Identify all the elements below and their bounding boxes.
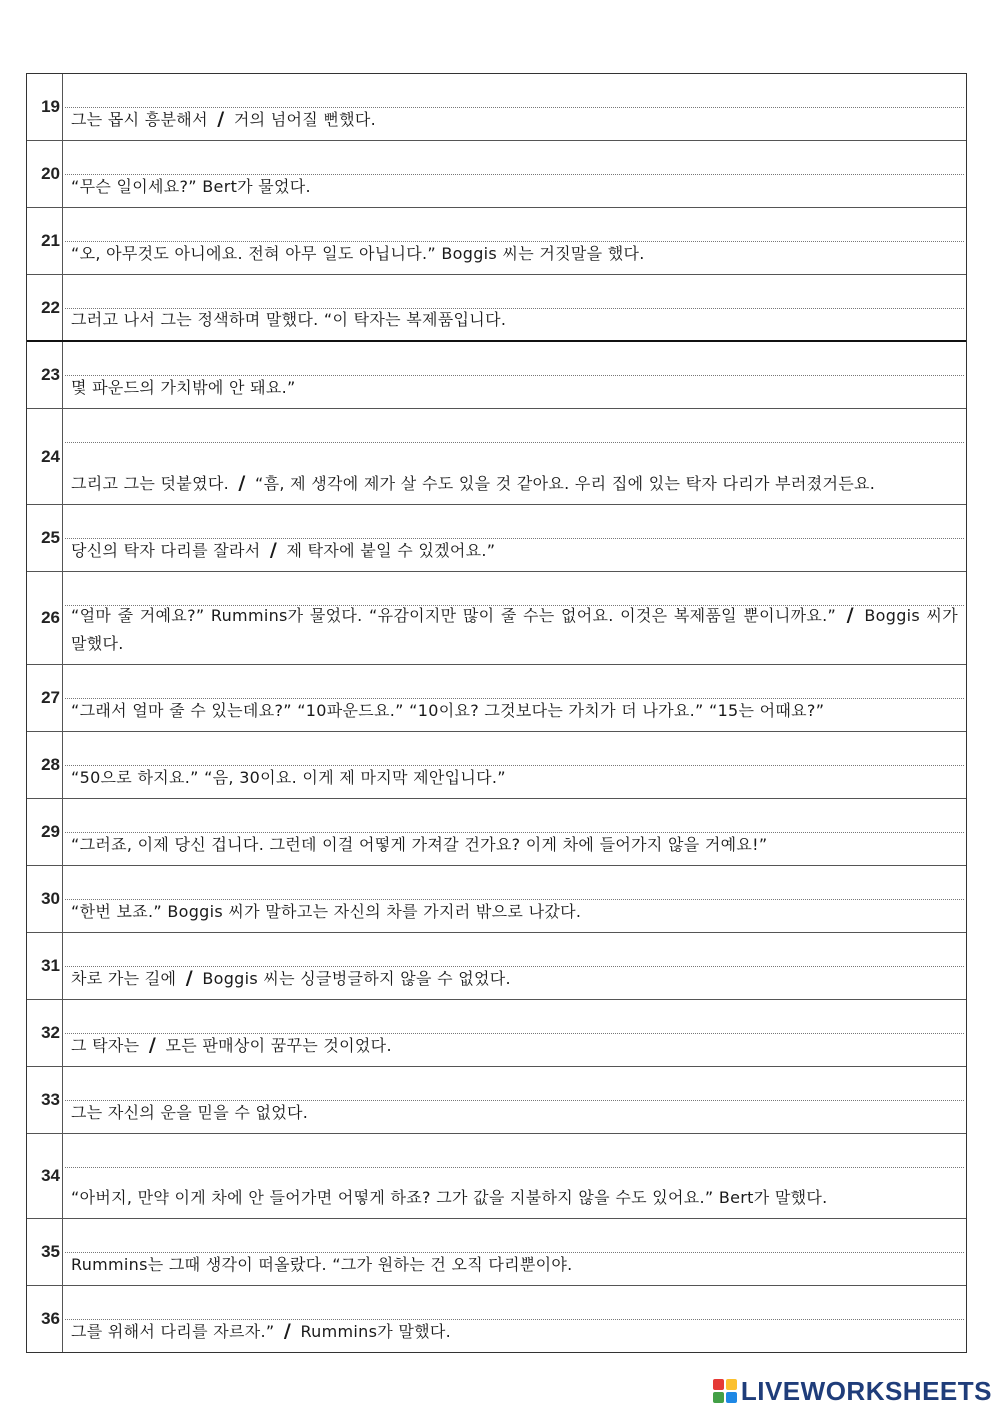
logo-square	[726, 1379, 737, 1390]
row-content	[63, 1134, 966, 1218]
sentence-segment: 그 탁자는	[71, 1036, 140, 1055]
row-content	[63, 572, 966, 664]
sentence-segment: 그러고 나서 그는 정색하며 말했다. “이 탁자는 복제품입니다.	[71, 310, 507, 329]
sentence-row	[27, 933, 966, 1000]
row-content	[63, 665, 966, 731]
sentence-text	[71, 536, 958, 565]
sentence-row	[27, 1067, 966, 1134]
answer-line[interactable]	[65, 442, 964, 443]
sentence-row	[27, 799, 966, 866]
logo-square	[713, 1392, 724, 1403]
sentence-segment: “얼마 줄 거예요?” Rummins가 물었다. “유감이지만 많이 줄 수는 없어요. 이것은 복제품일 뿐이니까요.”	[71, 606, 837, 625]
sentence-row	[27, 732, 966, 799]
sentence-segment: Rummins가 말했다.	[300, 1322, 452, 1341]
row-number: 34	[27, 1134, 63, 1218]
sentence-text	[71, 764, 958, 792]
sentence-segment: “그러죠, 이제 당신 겁니다. 그런데 이걸 어떻게 가져갈 건가요? 이게 차에 들어가지 않을 거예요!”	[71, 835, 768, 854]
sentence-segment: 그는 자신의 운을 믿을 수 없었다.	[71, 1103, 309, 1122]
row-number: 19	[27, 74, 63, 140]
sentence-row	[27, 409, 966, 505]
row-number: 25	[27, 505, 63, 571]
sentence-text	[71, 469, 958, 498]
row-content	[63, 505, 966, 571]
sentence-text	[71, 1031, 958, 1060]
row-content	[63, 141, 966, 207]
row-content	[63, 409, 966, 504]
sentence-segment: 모든 판매상이 꿈꾸는 것이었다.	[165, 1036, 392, 1055]
row-number: 31	[27, 933, 63, 999]
sentence-text	[71, 374, 958, 402]
sentence-table	[26, 73, 967, 1353]
sentence-segment: 차로 가는 길에	[71, 969, 177, 988]
sentence-text	[71, 601, 958, 658]
sentence-row	[27, 141, 966, 208]
row-number: 24	[27, 409, 63, 504]
sentence-row	[27, 275, 966, 342]
chunk-divider: /	[846, 604, 854, 626]
sentence-row	[27, 1134, 966, 1219]
sentence-text	[71, 105, 958, 134]
sentence-segment: Boggis 씨는 싱글벙글하지 않을 수 없었다.	[202, 969, 511, 988]
sentence-segment: “그래서 얼마 줄 수 있는데요?” “10파운드요.” “10이요? 그것보다는 가치가 더 나가요.” “15는 어때요?”	[71, 701, 825, 720]
row-number: 36	[27, 1286, 63, 1352]
sentence-row	[27, 1000, 966, 1067]
row-content	[63, 732, 966, 798]
sentence-segment: Boggis 씨가 말했다.	[71, 606, 959, 653]
row-content	[63, 208, 966, 274]
row-content	[63, 342, 966, 408]
row-content	[63, 74, 966, 140]
sentence-text	[71, 964, 958, 993]
sentence-text	[71, 1317, 958, 1346]
sentence-row	[27, 208, 966, 275]
sentence-row	[27, 74, 966, 141]
row-content	[63, 933, 966, 999]
sentence-segment: 제 탁자에 붙일 수 있겠어요.”	[286, 541, 496, 560]
sentence-text	[71, 306, 958, 334]
sentence-segment: “무슨 일이세요?” Bert가 물었다.	[71, 177, 311, 196]
chunk-divider: /	[185, 967, 193, 989]
row-content	[63, 1000, 966, 1066]
row-number: 21	[27, 208, 63, 274]
sentence-text	[71, 831, 958, 859]
sentence-row	[27, 342, 966, 409]
row-content	[63, 866, 966, 932]
sentence-segment: 몇 파운드의 가치밖에 안 돼요.”	[71, 378, 296, 397]
answer-line[interactable]	[65, 1167, 964, 1168]
sentence-segment: “한번 보죠.” Boggis 씨가 말하고는 자신의 차를 가지러 밖으로 나갔다.	[71, 902, 582, 921]
sentence-segment: 당신의 탁자 다리를 잘라서	[71, 541, 261, 560]
row-content	[63, 799, 966, 865]
sentence-row	[27, 665, 966, 732]
chunk-divider: /	[217, 108, 225, 130]
sentence-segment: “오, 아무것도 아니에요. 전혀 아무 일도 아닙니다.” Boggis 씨는 거짓말을 했다.	[71, 244, 645, 263]
sentence-segment: 그를 위해서 다리를 자르자.”	[71, 1322, 275, 1341]
row-number: 22	[27, 275, 63, 340]
sentence-segment: 그는 몹시 흥분해서	[71, 110, 208, 129]
sentence-row	[27, 1219, 966, 1286]
row-content	[63, 275, 966, 340]
sentence-row	[27, 1286, 966, 1352]
chunk-divider: /	[269, 539, 278, 561]
sentence-text	[71, 898, 958, 926]
sentence-row	[27, 505, 966, 572]
logo-square	[713, 1379, 724, 1390]
logo-square	[726, 1392, 737, 1403]
row-content	[63, 1067, 966, 1133]
sentence-text	[71, 1099, 958, 1127]
row-number: 23	[27, 342, 63, 408]
row-number: 35	[27, 1219, 63, 1285]
row-number: 32	[27, 1000, 63, 1066]
row-number: 30	[27, 866, 63, 932]
chunk-divider: /	[148, 1034, 157, 1056]
row-number: 29	[27, 799, 63, 865]
row-number: 33	[27, 1067, 63, 1133]
row-content	[63, 1219, 966, 1285]
row-number: 20	[27, 141, 63, 207]
brand-name: LIVEWORKSHEETS	[740, 1375, 992, 1406]
sentence-text	[71, 240, 958, 268]
row-number: 27	[27, 665, 63, 731]
row-number: 28	[27, 732, 63, 798]
sentence-row	[27, 572, 966, 665]
row-number: 26	[27, 572, 63, 664]
sentence-row	[27, 866, 966, 933]
sentence-text	[71, 173, 958, 201]
sentence-segment: Rummins는 그때 생각이 떠올랐다. “그가 원하는 건 오직 다리뿐이야.	[71, 1255, 573, 1274]
sentence-segment: “아버지, 만약 이게 차에 안 들어가면 어떻게 하죠? 그가 값을 지불하지 않을 수도 있어요.” Bert가 말했다.	[71, 1188, 828, 1207]
sentence-segment: “흠, 제 생각에 제가 살 수도 있을 것 같아요. 우리 집에 있는 탁자 다리가 부러졌거든요.	[255, 474, 876, 493]
sentence-segment: “50으로 하지요.” “음, 30이요. 이게 제 마지막 제안입니다.”	[71, 768, 506, 787]
chunk-divider: /	[283, 1320, 292, 1342]
sentence-text	[71, 697, 958, 725]
sentence-text	[71, 1184, 958, 1212]
liveworksheets-brand	[713, 1372, 992, 1410]
row-content	[63, 1286, 966, 1352]
sentence-text	[71, 1251, 958, 1279]
liveworksheets-logo-icon	[713, 1379, 737, 1403]
sentence-segment: 거의 넘어질 뻔했다.	[233, 110, 377, 129]
sentence-segment: 그리고 그는 덧붙였다.	[71, 474, 229, 493]
chunk-divider: /	[238, 472, 246, 494]
